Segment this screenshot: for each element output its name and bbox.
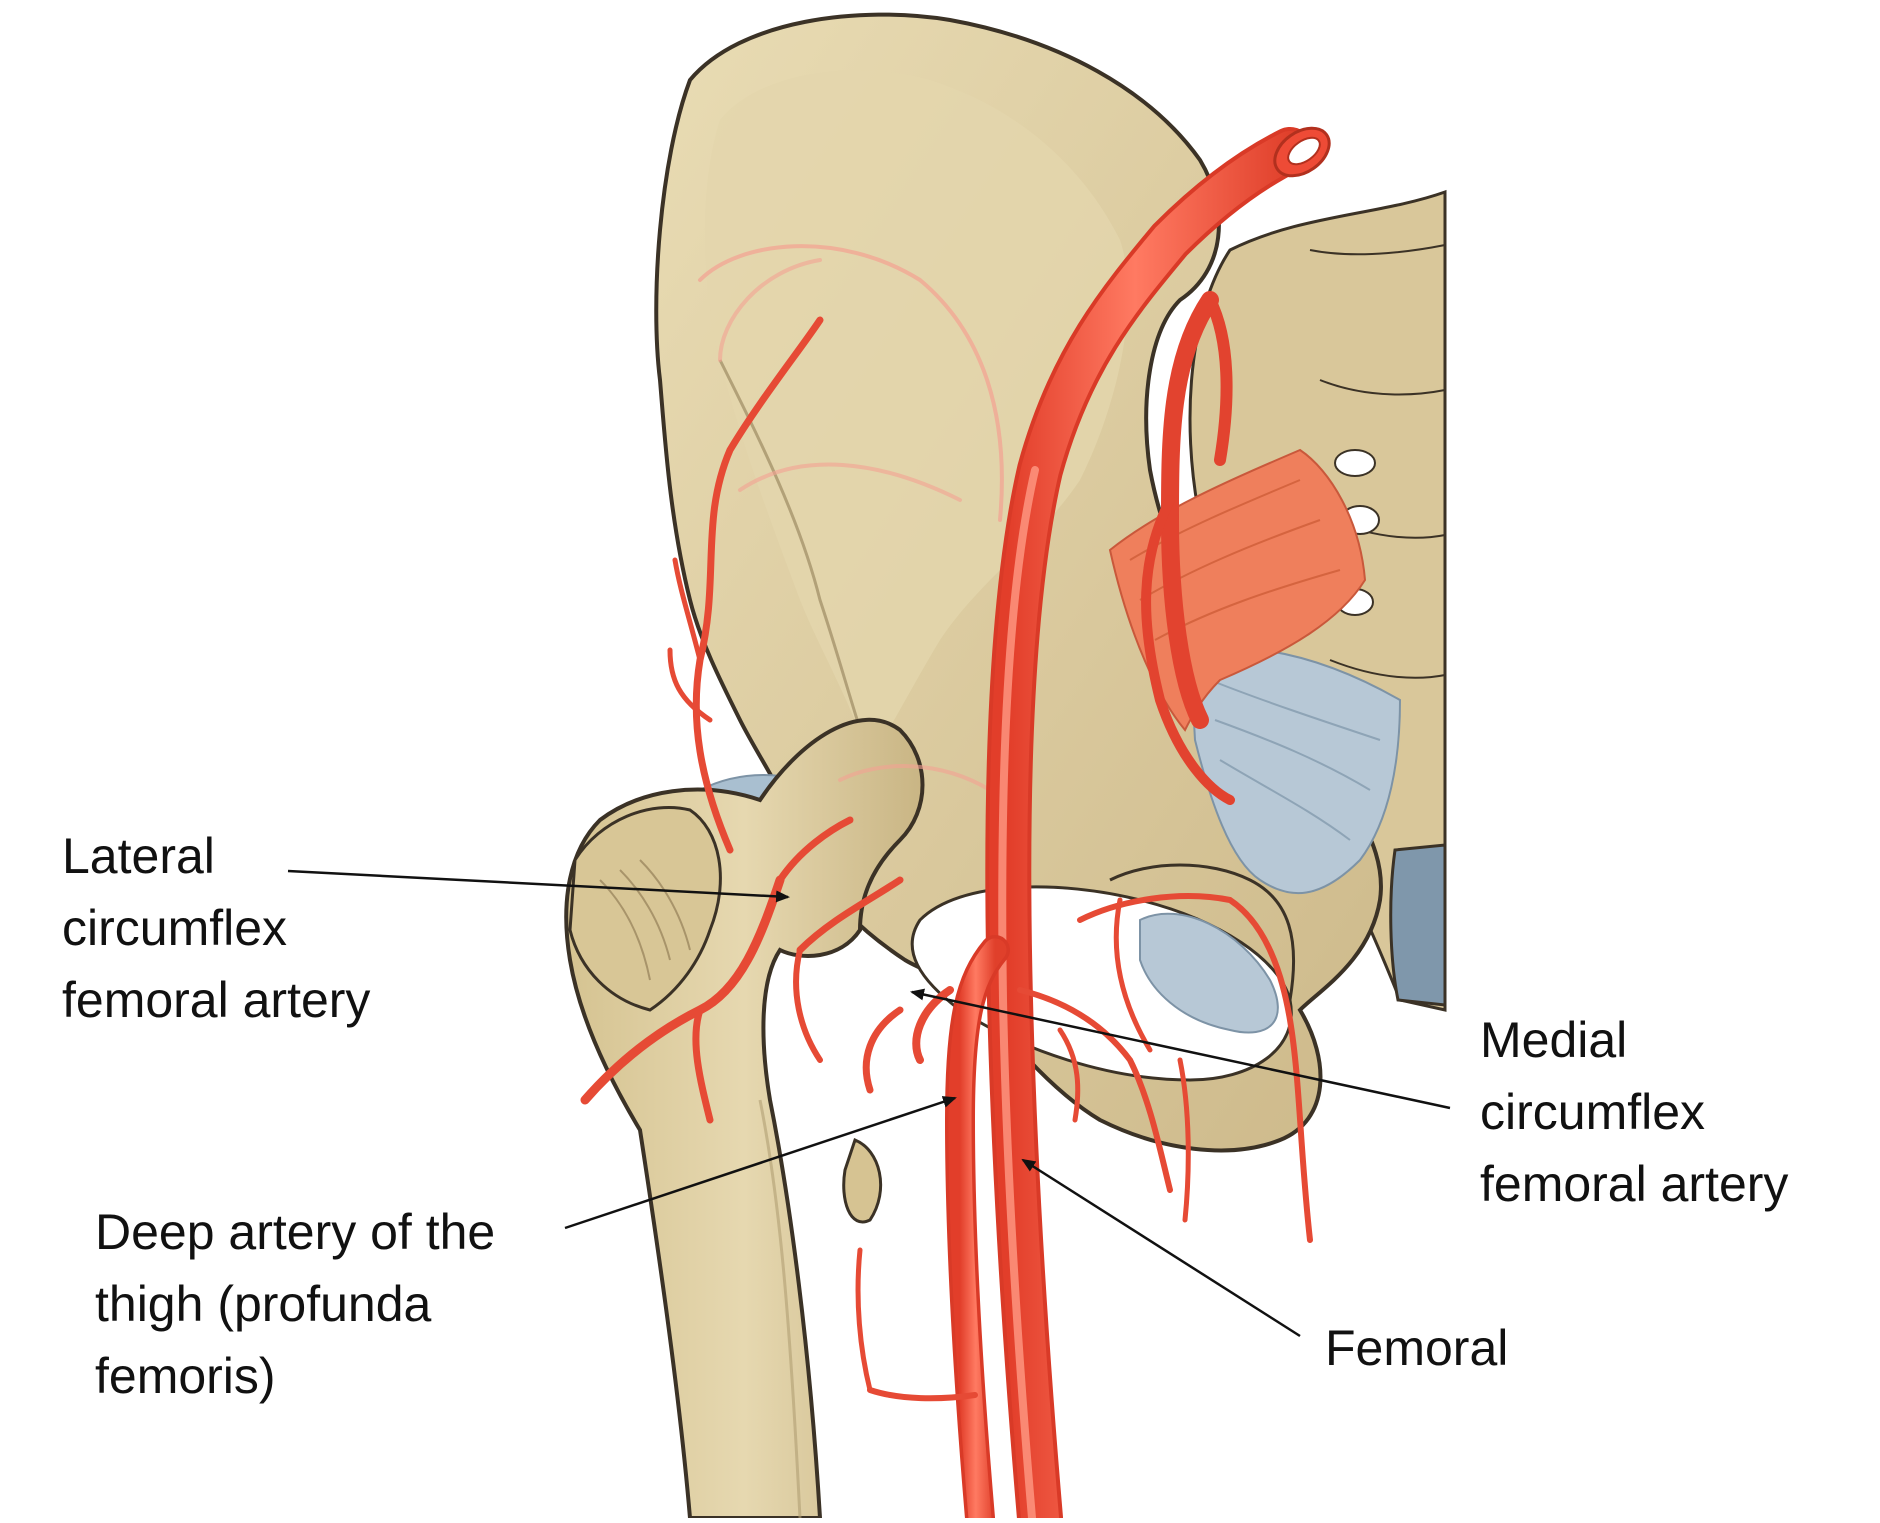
label-line: thigh (profunda	[95, 1276, 432, 1332]
coccyx-ligament-block	[1391, 845, 1445, 1005]
label-line: Deep artery of the	[95, 1204, 496, 1260]
label-line: Medial	[1480, 1012, 1628, 1068]
label-line: femoral artery	[62, 972, 371, 1028]
label-lateral-circumflex-femoral-artery	[62, 820, 370, 1036]
label-femoral-artery	[1325, 1312, 1508, 1384]
label-line: circumflex	[1480, 1084, 1706, 1140]
label-medial-circumflex-femoral-artery	[1480, 1004, 1788, 1220]
label-line: femoris)	[95, 1348, 276, 1404]
label-line: circumflex	[62, 900, 288, 956]
label-line: Femoral	[1325, 1320, 1509, 1376]
label-line: Lateral	[62, 828, 215, 884]
leader-femoral	[1023, 1160, 1300, 1336]
label-deep-artery-of-thigh	[95, 1196, 495, 1412]
label-line: femoral artery	[1480, 1156, 1789, 1212]
femur	[566, 720, 922, 1518]
